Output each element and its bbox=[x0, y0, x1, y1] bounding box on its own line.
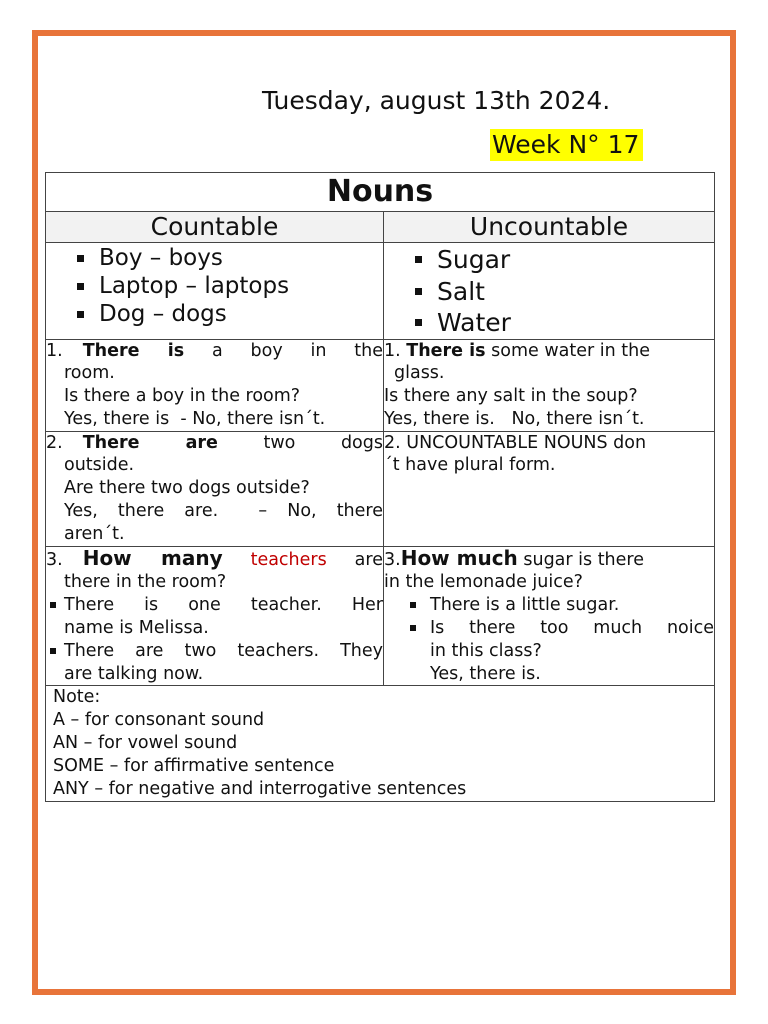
rule-answer: aren´t. bbox=[64, 523, 125, 544]
date-heading: Tuesday, august 13th 2024. bbox=[262, 86, 611, 115]
rule-line: outside. bbox=[64, 455, 135, 476]
rule-line: in the lemonade juice? bbox=[384, 572, 583, 593]
rule-line: 1. There is some water in the bbox=[384, 340, 650, 361]
rule-line: ´t have plural form. bbox=[384, 455, 556, 476]
list-item: in this class? bbox=[430, 640, 542, 661]
list-item: Water bbox=[437, 307, 714, 339]
note-box bbox=[46, 686, 715, 802]
uncountable-heading: Uncountable bbox=[384, 212, 715, 243]
uncountable-rule-1 bbox=[384, 339, 715, 431]
list-item: Is there too much noice bbox=[384, 617, 714, 640]
list-item: There is a little sugar. bbox=[384, 594, 714, 617]
rule-answer: Yes, there is. No, there isn´t. bbox=[384, 408, 645, 429]
list-item: Yes, there is. bbox=[430, 663, 541, 684]
rule-line: room. bbox=[64, 363, 115, 384]
list-item: There are two teachers. They bbox=[46, 640, 383, 663]
rule-line: 3.How much sugar is there bbox=[384, 545, 644, 570]
rule-answer: Yes, there are. – No, there bbox=[64, 501, 383, 522]
list-item: Boy – boys bbox=[99, 244, 383, 272]
note-line: SOME – for affirmative sentence bbox=[53, 756, 335, 777]
uncountable-rule-3 bbox=[384, 546, 715, 686]
rule-question: Is there any salt in the soup? bbox=[384, 386, 638, 407]
countable-examples bbox=[46, 243, 384, 340]
nouns-table bbox=[45, 172, 715, 802]
uncountable-examples bbox=[384, 243, 715, 340]
list-item: Salt bbox=[437, 276, 714, 308]
list-item: are talking now. bbox=[64, 663, 204, 684]
rule-question: Are there two dogs outside? bbox=[64, 478, 310, 499]
rule-line: 2. There are two dogs bbox=[46, 432, 383, 453]
uncountable-rule-2 bbox=[384, 431, 715, 546]
countable-rule-3 bbox=[46, 546, 384, 686]
table-title: Nouns bbox=[46, 173, 715, 212]
note-line: A – for consonant sound bbox=[53, 710, 265, 731]
rule-line: glass. bbox=[394, 363, 445, 384]
list-item: Sugar bbox=[437, 244, 714, 276]
list-item: Dog – dogs bbox=[99, 300, 383, 328]
rule-question: Is there a boy in the room? bbox=[64, 386, 301, 407]
rule-line: 1. There is a boy in the bbox=[46, 340, 383, 361]
list-item: name is Melissa. bbox=[64, 618, 209, 639]
note-line: ANY – for negative and interrogative sentences bbox=[53, 779, 467, 800]
countable-heading: Countable bbox=[46, 212, 384, 243]
rule-answer: Yes, there is - No, there isn´t. bbox=[64, 408, 326, 429]
note-line: AN – for vowel sound bbox=[53, 733, 238, 754]
countable-rule-2 bbox=[46, 431, 384, 546]
week-label: Week N° 17 bbox=[490, 129, 643, 161]
rule-line: 3. How many teachers are bbox=[46, 545, 383, 570]
list-item: Laptop – laptops bbox=[99, 272, 383, 300]
rule-line: there in the room? bbox=[64, 572, 227, 593]
note-label: Note: bbox=[53, 687, 101, 708]
rule-line: 2. UNCOUNTABLE NOUNS don bbox=[384, 432, 647, 453]
countable-rule-1 bbox=[46, 339, 384, 431]
list-item: There is one teacher. Her bbox=[46, 594, 383, 617]
